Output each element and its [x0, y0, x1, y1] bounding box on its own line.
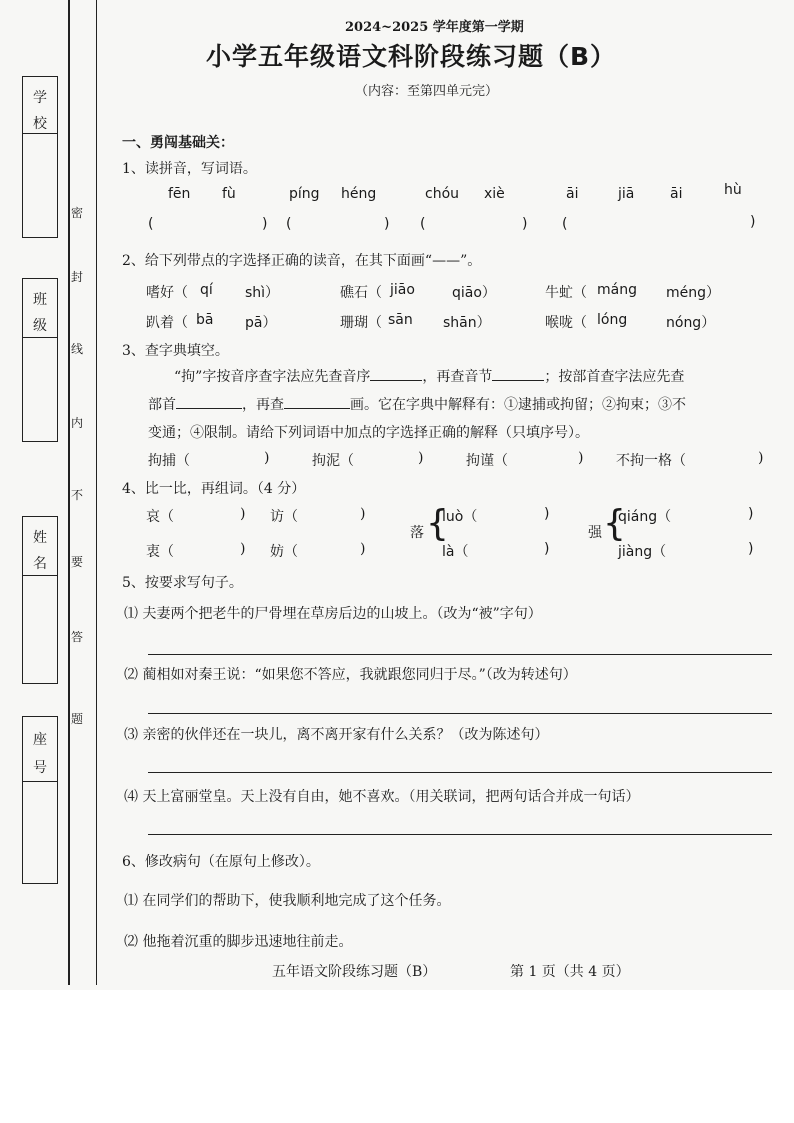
q2-word-6: 喉咙（	[545, 315, 587, 331]
q3-answer-1[interactable]: )	[264, 450, 270, 466]
seat-label-2: 号	[33, 760, 47, 776]
year-term: 2024~2025 学年度第一学期	[345, 20, 524, 35]
seal-char-1: 密	[71, 206, 84, 220]
q3-blank-4[interactable]	[284, 394, 350, 409]
q2-option-5a[interactable]: sān	[388, 312, 413, 328]
q6-item-2[interactable]: ⑵ 他拖着沉重的脚步迅速地往前走。	[124, 934, 353, 950]
q4-luo-char: 落	[410, 525, 424, 541]
q4-qiang-reading-2: jiàng（	[618, 544, 667, 560]
q1-pinyin-1: fēn	[168, 186, 191, 202]
q4-luo-reading-2: là（	[442, 544, 469, 560]
q4-qiang-answer-1[interactable]: )	[748, 506, 754, 522]
q4-qiang-answer-2[interactable]: )	[748, 541, 754, 557]
q5-answer-line-2[interactable]	[148, 713, 772, 714]
q6-prompt: 6、修改病句（在原句上修改）。	[122, 854, 320, 870]
q4-answer-4[interactable]: )	[360, 541, 366, 557]
q4-answer-2[interactable]: )	[360, 506, 366, 522]
q4-char-4: 妨（	[270, 544, 298, 560]
q2-word-2: 礁石（	[340, 285, 382, 301]
q2-option-1b[interactable]: shì）	[245, 285, 280, 301]
footer-page-number: 第 1 页（共 4 页）	[510, 964, 630, 980]
binding-line-right	[96, 0, 97, 985]
seal-char-8: 题	[71, 712, 84, 726]
school-label-2: 校	[33, 116, 47, 132]
q2-option-6a[interactable]: lóng	[597, 312, 628, 328]
q2-prompt: 2、给下列带点的字选择正确的读音，在其下面画“——”。	[122, 253, 482, 269]
seal-char-3: 线	[71, 342, 84, 356]
q3-word-2: 拘泥（	[312, 453, 354, 469]
q1-pinyin-7: āi	[566, 186, 579, 202]
q3-answer-3[interactable]: )	[578, 450, 584, 466]
q1-pinyin-6: xiè	[484, 186, 505, 202]
q5-answer-line-1[interactable]	[148, 654, 772, 655]
q2-option-5b[interactable]: shān）	[443, 315, 491, 331]
q4-answer-3[interactable]: )	[240, 541, 246, 557]
q1-bracket-open-1: (	[148, 216, 154, 232]
name-label-2: 名	[33, 556, 47, 572]
q2-option-3a[interactable]: máng	[597, 282, 637, 298]
q2-word-3: 牛虻（	[545, 285, 587, 301]
page-title: 小学五年级语文科阶段练习题（B）	[206, 42, 617, 71]
q3-blank-3[interactable]	[176, 394, 242, 409]
q1-pinyin-10: hù	[724, 182, 742, 198]
q2-option-4b[interactable]: pā）	[245, 315, 277, 331]
q1-pinyin-4: héng	[341, 186, 377, 202]
footer-title: 五年语文阶段练习题（B）	[272, 964, 437, 980]
class-label-2: 级	[33, 318, 47, 334]
q5-prompt: 5、按要求写句子。	[122, 575, 243, 591]
seal-char-7: 答	[71, 630, 84, 644]
q1-bracket-open-3: (	[420, 216, 426, 232]
seat-label-1: 座	[33, 732, 47, 748]
q3-answer-2[interactable]: )	[418, 450, 424, 466]
q1-bracket-open-4: (	[562, 216, 568, 232]
q4-qiang-brace-icon: {	[603, 503, 626, 544]
q3-line-2: 部首 ，再查 画。它在字典中解释有：①逮捕或拘留；②拘束；③不	[148, 394, 686, 414]
q2-word-4: 趴着（	[146, 315, 188, 331]
q1-bracket-close-3[interactable]: )	[522, 216, 528, 232]
q4-char-3: 衷（	[146, 544, 174, 560]
seal-char-2: 封	[71, 270, 84, 284]
q1-bracket-open-2: (	[286, 216, 292, 232]
q4-luo-answer-2[interactable]: )	[544, 541, 550, 557]
q1-bracket-close-4[interactable]: )	[750, 214, 756, 230]
q4-prompt: 4、比一比，再组词。（4 分）	[122, 481, 306, 497]
q3-word-1: 拘捕（	[148, 453, 190, 469]
seal-char-4: 内	[71, 416, 84, 430]
q2-option-4a[interactable]: bā	[196, 312, 214, 328]
q3-line-1: “拘”字按音序查字法应先查音序 ，再查音节 ；按部首查字法应先查	[174, 366, 684, 386]
q1-pinyin-3: píng	[289, 186, 320, 202]
q3-word-3: 拘谨（	[466, 453, 508, 469]
q2-option-2b[interactable]: qiāo）	[452, 285, 496, 301]
q6-item-1[interactable]: ⑴ 在同学们的帮助下，使我顺利地完成了这个任务。	[124, 893, 451, 909]
page-subtitle: （内容：至第四单元完）	[355, 84, 499, 99]
seal-char-5: 不	[71, 488, 84, 502]
q4-luo-answer-1[interactable]: )	[544, 506, 550, 522]
q3-blank-1[interactable]	[370, 366, 422, 381]
q2-option-3b[interactable]: méng）	[666, 285, 721, 301]
q4-luo-reading-1: luò（	[442, 509, 478, 525]
q5-answer-line-3[interactable]	[148, 772, 772, 773]
q1-pinyin-9: āi	[670, 186, 683, 202]
q3-blank-2[interactable]	[492, 366, 544, 381]
name-box	[22, 516, 58, 684]
q2-option-6b[interactable]: nóng）	[666, 315, 716, 331]
q1-pinyin-5: chóu	[425, 186, 460, 202]
q1-bracket-close-2[interactable]: )	[384, 216, 390, 232]
q1-pinyin-2: fù	[222, 186, 236, 202]
q5-item-4: ⑷ 天上富丽堂皇。天上没有自由，她不喜欢。（用关联词，把两句话合并成一句话）	[124, 789, 640, 805]
q3-line-3: 变通；④限制。请给下列词语中加点的字选择正确的解释（只填序号）。	[148, 425, 589, 441]
school-box	[22, 76, 58, 238]
binding-line-left	[68, 0, 70, 985]
q2-word-1: 嗜好（	[146, 285, 188, 301]
q4-qiang-reading-1: qiáng（	[618, 509, 672, 525]
school-label-1: 学	[33, 90, 47, 106]
q5-item-2: ⑵ 蔺相如对秦王说：“如果您不答应，我就跟您同归于尽。”（改为转述句）	[124, 667, 577, 683]
class-label-1: 班	[33, 292, 47, 308]
q1-bracket-close-1[interactable]: )	[262, 216, 268, 232]
q4-luo-brace-icon: {	[426, 503, 449, 544]
q4-char-1: 哀（	[146, 509, 174, 525]
q1-pinyin-8: jiā	[618, 186, 635, 202]
q2-option-1a[interactable]: qí	[200, 282, 213, 298]
q4-answer-1[interactable]: )	[240, 506, 246, 522]
seat-box	[22, 716, 58, 884]
q2-word-5: 珊瑚（	[340, 315, 382, 331]
q5-item-1: ⑴ 夫妻两个把老牛的尸骨埋在草房后边的山坡上。（改为“被”字句）	[124, 606, 542, 622]
q5-answer-line-4[interactable]	[148, 834, 772, 835]
q1-prompt: 1、读拼音，写词语。	[122, 161, 257, 177]
q2-option-2a[interactable]: jiāo	[390, 282, 415, 298]
q3-word-4: 不拘一格（	[616, 453, 686, 469]
q5-item-3: ⑶ 亲密的伙伴还在一块儿，离不离开家有什么关系？（改为陈述句）	[124, 727, 549, 743]
seal-char-6: 要	[71, 555, 84, 569]
class-box	[22, 278, 58, 442]
q4-qiang-char: 强	[588, 525, 602, 541]
q3-prompt: 3、查字典填空。	[122, 343, 229, 359]
q3-answer-4[interactable]: )	[758, 450, 764, 466]
name-label-1: 姓	[33, 530, 47, 546]
section-heading: 一、勇闯基础关：	[122, 135, 234, 151]
q4-char-2: 访（	[270, 509, 298, 525]
